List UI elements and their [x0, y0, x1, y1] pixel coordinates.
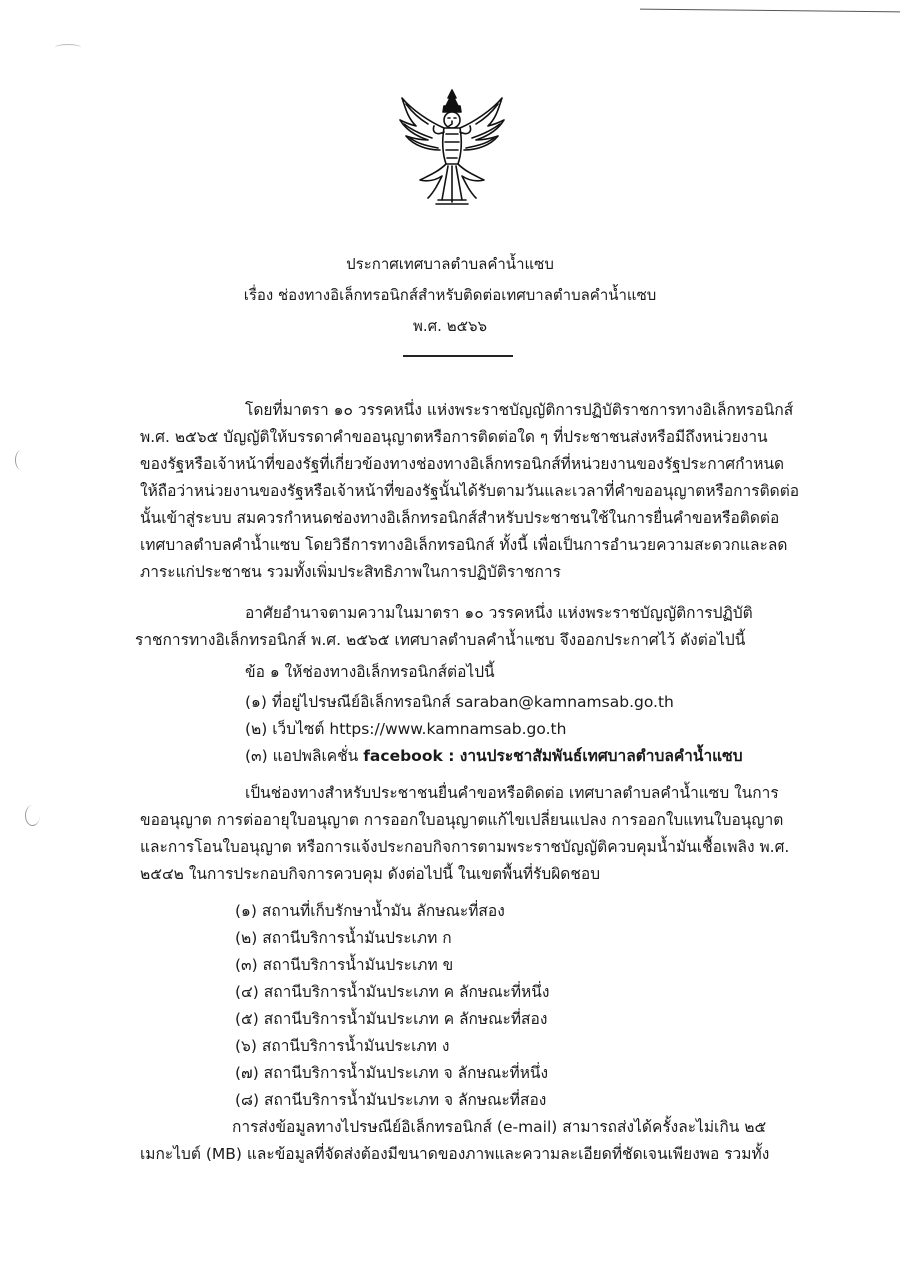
- announcement-year: พ.ศ. ๒๕๖๖: [413, 317, 487, 335]
- facebook-page: facebook : งานประชาสัมพันธ์เทศบาลตำบลคำน้ำแซบ: [363, 747, 743, 765]
- garuda-emblem-icon: [398, 88, 506, 206]
- facility-item: (๗) สถานีบริการน้ำมันประเภท จ ลักษณะที่หนึ่ง: [235, 1064, 549, 1082]
- website-label: (๒) เว็บไซต์: [245, 720, 330, 738]
- facility-item: (๘) สถานีบริการน้ำมันประเภท จ ลักษณะที่สอง: [235, 1091, 547, 1109]
- paragraph-line: การส่งข้อมูลทางไปรษณีย์อิเล็กทรอนิกส์ (e-mail) สามารถส่งได้ครั้งละไม่เกิน ๒๕: [232, 1118, 767, 1136]
- announcement-subject: เรื่อง ช่องทางอิเล็กทรอนิกส์สำหรับติดต่อเทศบาลตำบลคำน้ำแซบ: [243, 286, 657, 304]
- email-label: (๑) ที่อยู่ไปรษณีย์อิเล็กทรอนิกส์: [245, 693, 456, 711]
- scan-mark: [55, 44, 81, 51]
- facility-item: (๒) สถานีบริการน้ำมันประเภท ก: [235, 929, 452, 947]
- paragraph-line: และการโอนใบอนุญาต หรือการแจ้งประกอบกิจการตามพระราชบัญญัติควบคุมน้ำมันเชื้อเพลิง พ.ศ.: [140, 838, 790, 856]
- announcement-title: ประกาศเทศบาลตำบลคำน้ำแซบ: [346, 255, 554, 273]
- scan-mark: [15, 450, 28, 470]
- app-channel: [245, 745, 743, 767]
- scan-mark: [25, 805, 40, 826]
- facility-item: (๓) สถานีบริการน้ำมันประเภท ข: [235, 956, 454, 974]
- paragraph-line: พ.ศ. ๒๕๖๕ บัญญัติให้บรรดาคำขออนุญาตหรือการติดต่อใด ๆ ที่ประชาชนส่งหรือมีถึงหน่วยงาน: [140, 428, 768, 446]
- email-address: saraban@kamnamsab.go.th: [455, 693, 674, 711]
- app-label: (๓) แอปพลิเคชั่น: [245, 747, 364, 765]
- paragraph-line: โดยที่มาตรา ๑๐ วรรคหนึ่ง แห่งพระราชบัญญัติการปฏิบัติราชการทางอิเล็กทรอนิกส์: [245, 401, 794, 419]
- facility-item: (๖) สถานีบริการน้ำมันประเภท ง: [235, 1037, 450, 1055]
- paragraph-line: นั้นเข้าสู่ระบบ สมควรกำหนดช่องทางอิเล็กทรอนิกส์สำหรับประชาชนใช้ในการยื่นคำขอหรือติดต่อ: [140, 509, 780, 527]
- facility-item: (๔) สถานีบริการน้ำมันประเภท ค ลักษณะที่หนึ่ง: [235, 983, 550, 1001]
- facility-item: (๑) สถานที่เก็บรักษาน้ำมัน ลักษณะที่สอง: [235, 902, 505, 920]
- website-url: https://www.kamnamsab.go.th: [329, 720, 567, 738]
- paragraph-line: เป็นช่องทางสำหรับประชาชนยื่นคำขอหรือติดต่อ เทศบาลตำบลคำน้ำแซบ ในการ: [245, 784, 779, 802]
- paragraph-line: ๒๕๔๒ ในการประกอบกิจการควบคุม ดังต่อไปนี้ ในเขตพื้นที่รับผิดชอบ: [140, 865, 601, 883]
- paragraph-line: ของรัฐหรือเจ้าหน้าที่ของรัฐที่เกี่ยวข้องทางช่องทางอิเล็กทรอนิกส์ที่หน่วยงานของรัฐประกาศกำหนด: [140, 455, 785, 473]
- paragraph-line: เทศบาลตำบลคำน้ำแซบ โดยวิธีการทางอิเล็กทรอนิกส์ ทั้งนี้ เพื่อเป็นการอำนวยความสะดวกและลด: [140, 536, 788, 554]
- paragraph-line: ราชการทางอิเล็กทรอนิกส์ พ.ศ. ๒๕๖๕ เทศบาลตำบลคำน้ำแซบ จึงออกประกาศไว้ ดังต่อไปนี้: [135, 631, 746, 649]
- clause-heading: ข้อ ๑ ให้ช่องทางอิเล็กทรอนิกส์ต่อไปนี้: [245, 663, 495, 681]
- paragraph-line: อาศัยอำนาจตามความในมาตรา ๑๐ วรรคหนึ่ง แห่งพระราชบัญญัติการปฏิบัติ: [245, 604, 753, 622]
- website-channel: [245, 718, 566, 740]
- email-channel: [245, 691, 674, 713]
- title-divider: [403, 355, 513, 357]
- facility-item: (๕) สถานีบริการน้ำมันประเภท ค ลักษณะที่สอง: [235, 1010, 548, 1028]
- paragraph-line: ให้ถือว่าหน่วยงานของรัฐหรือเจ้าหน้าที่ของรัฐนั้นได้รับตามวันและเวลาที่คำขออนุญาตหรือการติดต่อ: [140, 482, 800, 500]
- paragraph-line: ภาระแก่ประชาชน รวมทั้งเพิ่มประสิทธิภาพในการปฏิบัติราชการ: [140, 563, 561, 581]
- paragraph-line: เมกะไบต์ (MB) และข้อมูลที่จัดส่งต้องมีขนาดของภาพและความละเอียดที่ชัดเจนเพียงพอ รวมทั้ง: [140, 1145, 770, 1163]
- paragraph-line: ขออนุญาต การต่ออายุใบอนุญาต การออกใบอนุญาตแก้ไขเปลี่ยนแปลง การออกใบแทนใบอนุญาต: [140, 811, 784, 829]
- scan-artifact-line: [640, 9, 900, 13]
